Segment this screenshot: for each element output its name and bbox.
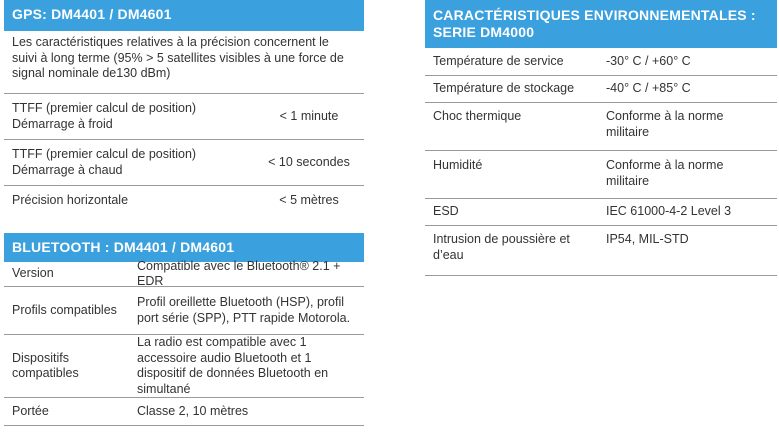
gps-row-horizontal-precision	[4, 186, 364, 216]
bluetooth-row-label: Dispositifs compatibles	[12, 350, 79, 380]
environment-row-storage-temp	[425, 76, 777, 103]
bluetooth-row-value: Compatible avec le Bluetooth® 2.1 + EDR	[137, 258, 341, 288]
gps-row-value: < 10 secondes	[268, 154, 350, 169]
left-column	[4, 0, 364, 426]
gps-row-ttff-cold	[4, 94, 364, 140]
gps-row-label: Précision horizontale	[12, 193, 129, 208]
environment-row-value: IEC 61000-4-2 Level 3	[606, 204, 732, 219]
environment-row-label: Intrusion de poussière et d’eau	[433, 232, 570, 262]
environment-row-label: ESD	[433, 204, 459, 219]
right-column	[425, 0, 777, 276]
environment-row-label: Température de service	[433, 53, 564, 68]
environment-row-label: Humidité	[433, 158, 483, 172]
bluetooth-row-version	[4, 258, 364, 288]
bluetooth-section	[4, 233, 364, 426]
environment-row-value: Conforme à la norme militaire	[606, 158, 724, 188]
bluetooth-row-value: La radio est compatible avec 1 accessoire audio Bluetooth et 1 dispositif de données Bluetooth en simultané	[137, 335, 329, 396]
bluetooth-row-profiles	[4, 287, 364, 335]
gps-intro-text: Les caractéristiques relatives à la précision concernent le suivi à long terme (95% > 5 satellites visibles à une force de signal nominale de130 dBm)	[4, 31, 364, 94]
environment-section	[425, 0, 777, 276]
environment-row-value: IP54, MIL-STD	[606, 232, 689, 246]
bluetooth-row-range	[4, 398, 364, 426]
bluetooth-row-value: Classe 2, 10 mètres	[137, 403, 249, 418]
gps-section	[4, 0, 364, 216]
environment-row-label: Température de stockage	[433, 81, 575, 96]
environment-row-value: -30° C / +60° C	[606, 53, 691, 68]
environment-row-humidity	[425, 151, 777, 199]
environment-row-value: -40° C / +85° C	[606, 81, 691, 96]
gps-row-ttff-warm	[4, 140, 364, 186]
gps-section-title: GPS: DM4401 / DM4601	[4, 0, 364, 31]
environment-section-title: CARACTÉRISTIQUES ENVIRONNEMENTALES : SERIE DM4000	[425, 0, 777, 48]
environment-row-esd	[425, 199, 777, 226]
gps-row-label: TTFF (premier calcul de position) Démarrage à froid	[12, 101, 197, 131]
bluetooth-row-label: Portée	[12, 403, 49, 418]
environment-row-ingress-protection	[425, 226, 777, 276]
bluetooth-row-value: Profil oreillette Bluetooth (HSP), profil port série (SPP), PTT rapide Motorola.	[137, 295, 351, 325]
gps-row-value: < 1 minute	[279, 108, 339, 123]
environment-row-label: Choc thermique	[433, 109, 522, 123]
gps-row-value: < 5 mètres	[279, 193, 339, 208]
environment-row-thermal-shock	[425, 103, 777, 151]
gps-row-label: TTFF (premier calcul de position) Démarrage à chaud	[12, 147, 197, 177]
bluetooth-section-title: BLUETOOTH : DM4401 / DM4601	[4, 233, 364, 262]
bluetooth-row-label: Version	[12, 266, 54, 281]
bluetooth-row-devices	[4, 335, 364, 398]
bluetooth-row-label: Profils compatibles	[12, 302, 117, 317]
environment-row-value: Conforme à la norme militaire	[606, 109, 724, 139]
environment-row-operating-temp	[425, 48, 777, 76]
